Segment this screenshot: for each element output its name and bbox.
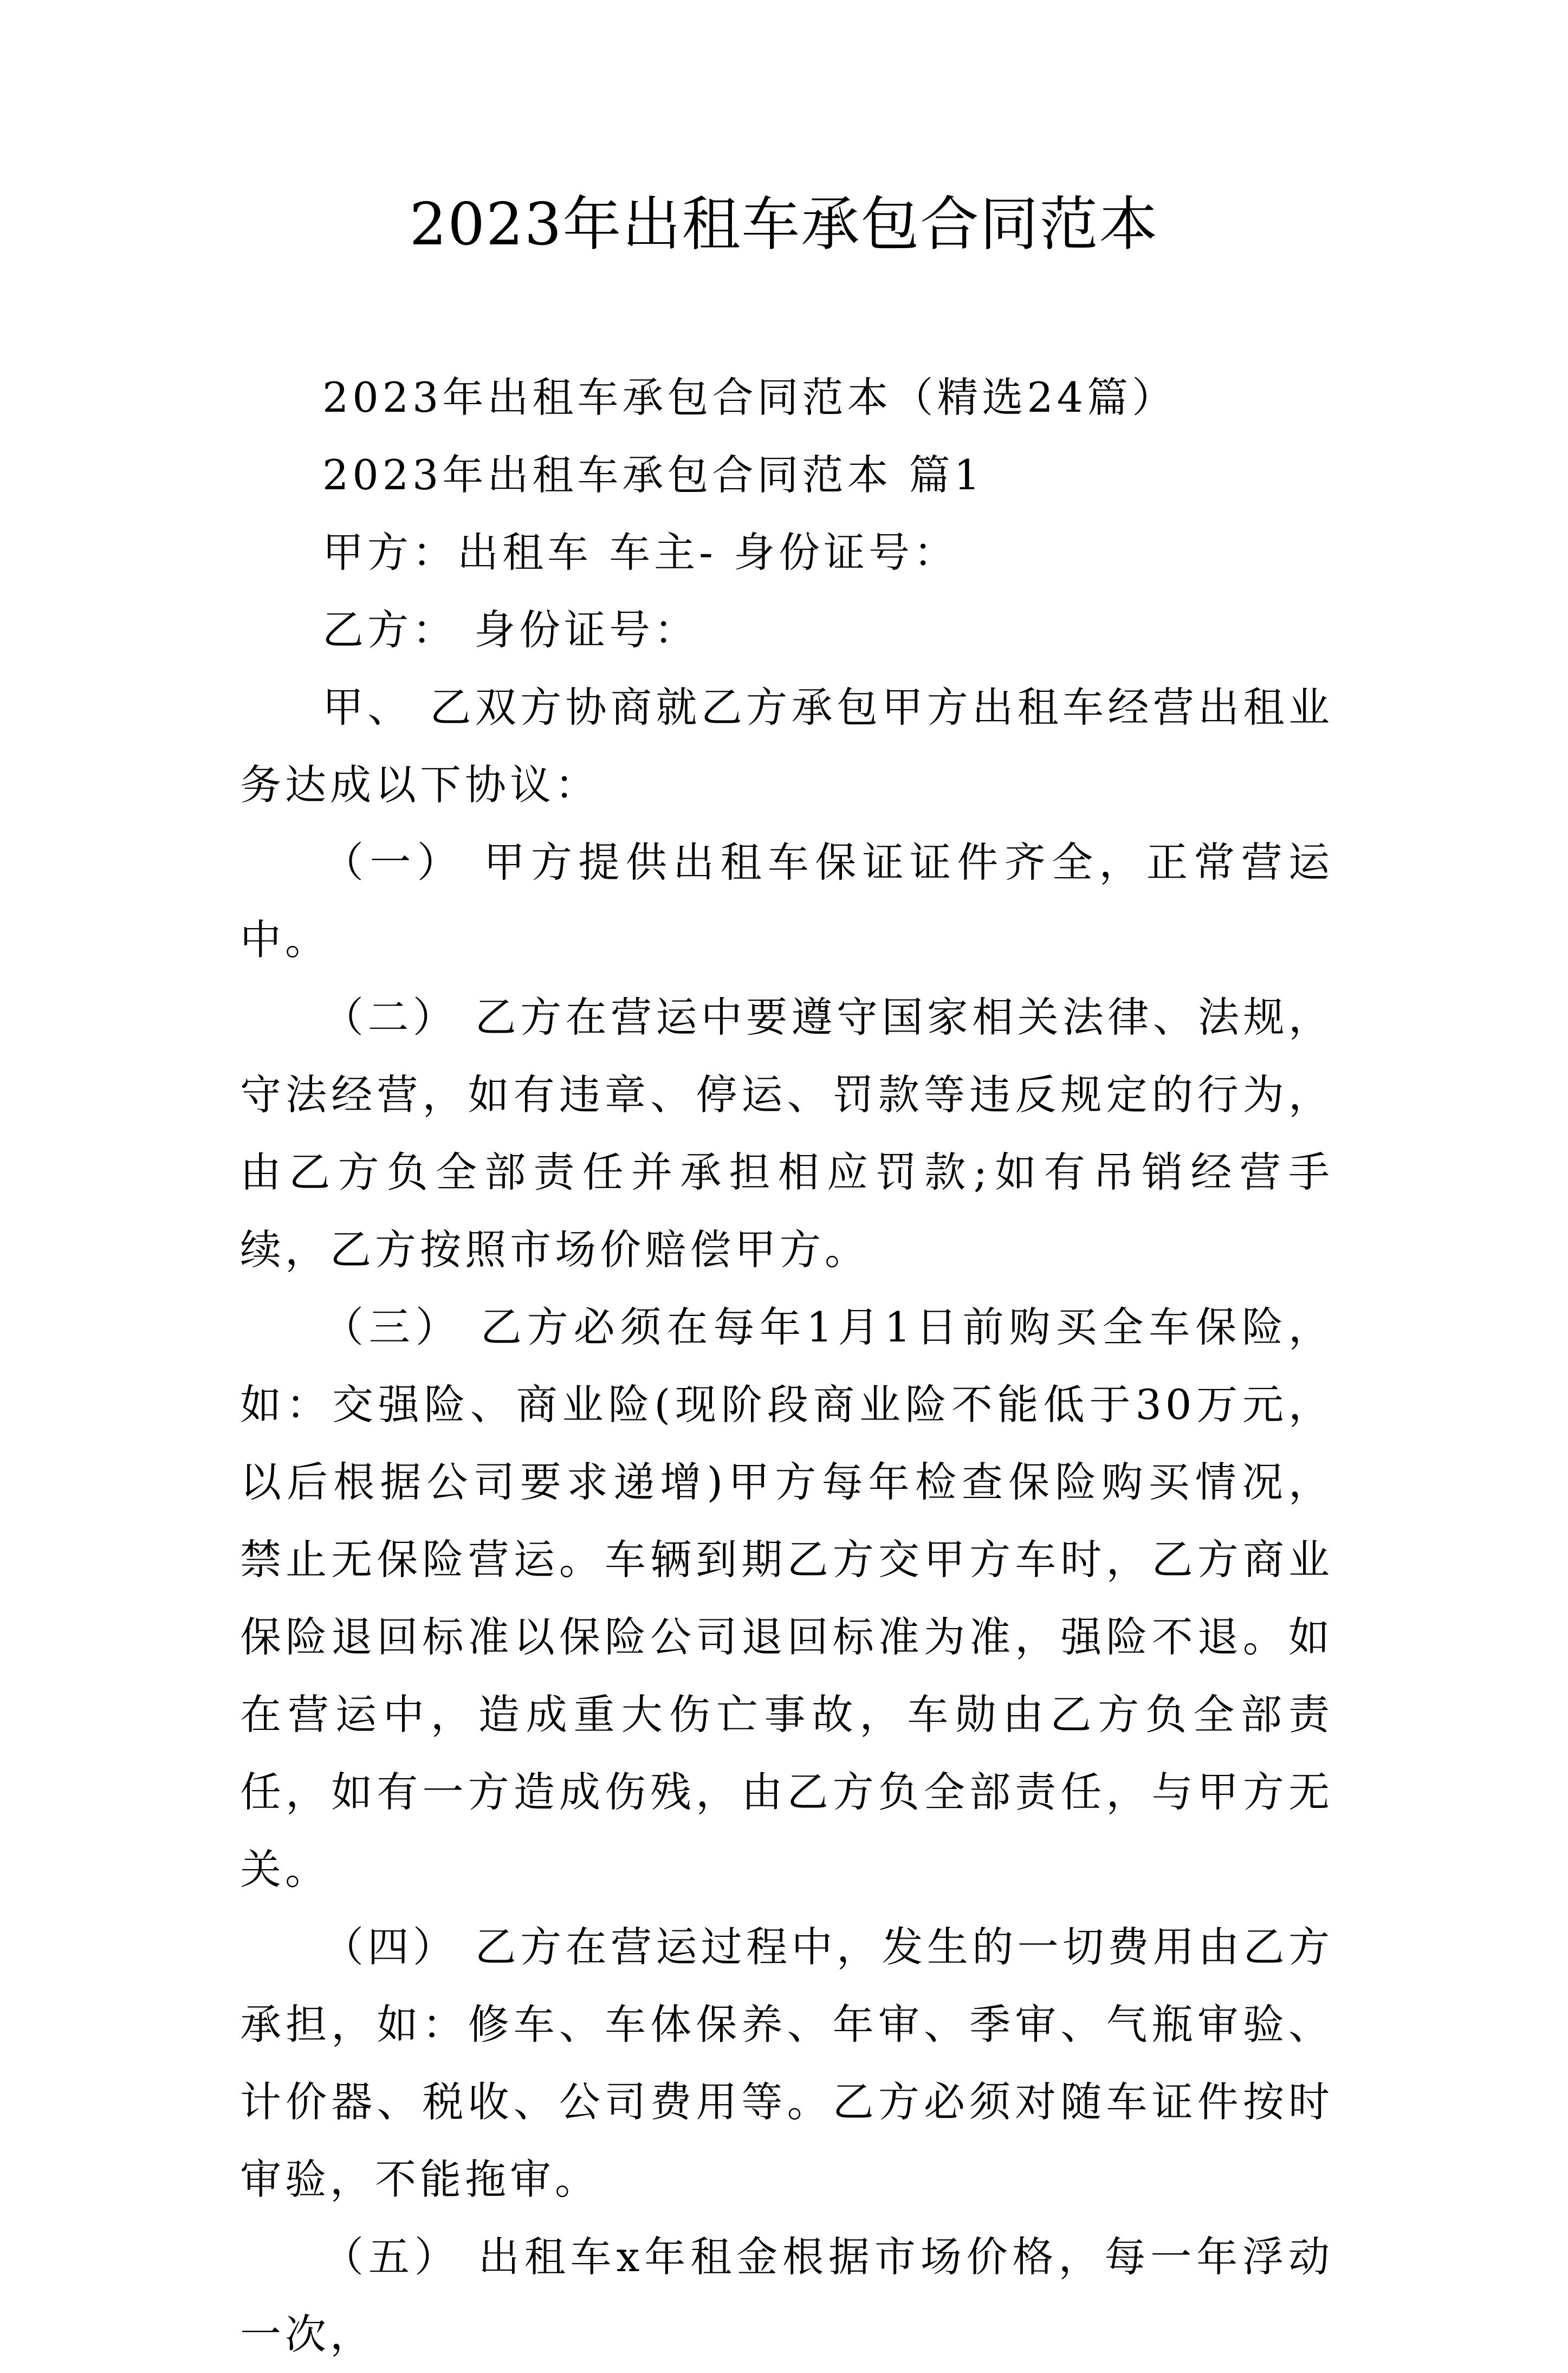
collection-heading: 2023年出租车承包合同范本（精选24篇）	[322, 373, 1177, 422]
section-heading: 2023年出租车承包合同范本 篇1	[322, 451, 984, 499]
document-body	[240, 359, 1333, 2373]
clause-3: （三） 乙方必须在每年1月1日前购买全车保险，如：交强险、商业险(现阶段商业险不能低于30万元，以后根据公司要求递增)甲方每年检查保险购买情况，禁止无保险营运。车辆到期乙方交甲方车时，乙方商业保险退回标准以保险公司退回标准为准，强险不退。如在营运中，造成重大伤亡事故，车勋由乙方负全部责任，如有一方造成伤残，由乙方负全部责任，与甲方无关。	[240, 1303, 1333, 1894]
document-title: 2023年出租车承包合同范本	[409, 191, 1159, 258]
clause-1: （一） 甲方提供出租车保证证件齐全，正常营运中。	[240, 838, 1333, 964]
party-a-line: 甲方：出租车 车主- 身份证号：	[322, 528, 958, 576]
agreement-intro: 甲、 乙双方协商就乙方承包甲方出租车经营出租业务达成以下协议：	[240, 683, 1333, 809]
clause-2: （二） 乙方在营运中要遵守国家相关法律、法规，守法经营，如有违章、停运、罚款等违反规定的行为，由乙方负全部责任并承担相应罚款;如有吊销经营手续，乙方按照市场价赔偿甲方。	[240, 993, 1333, 1274]
clause-4: （四） 乙方在营运过程中，发生的一切费用由乙方承担，如：修车、车体保养、年审、季审、气瓶审验、计价器、税收、公司费用等。乙方必须对随车证件按时审验，不能拖审。	[240, 1923, 1333, 2203]
party-b-line: 乙方： 身份证号：	[322, 606, 699, 654]
clause-5: （五） 出租车x年租金根据市场价格，每一年浮动一次，	[240, 2233, 1333, 2358]
